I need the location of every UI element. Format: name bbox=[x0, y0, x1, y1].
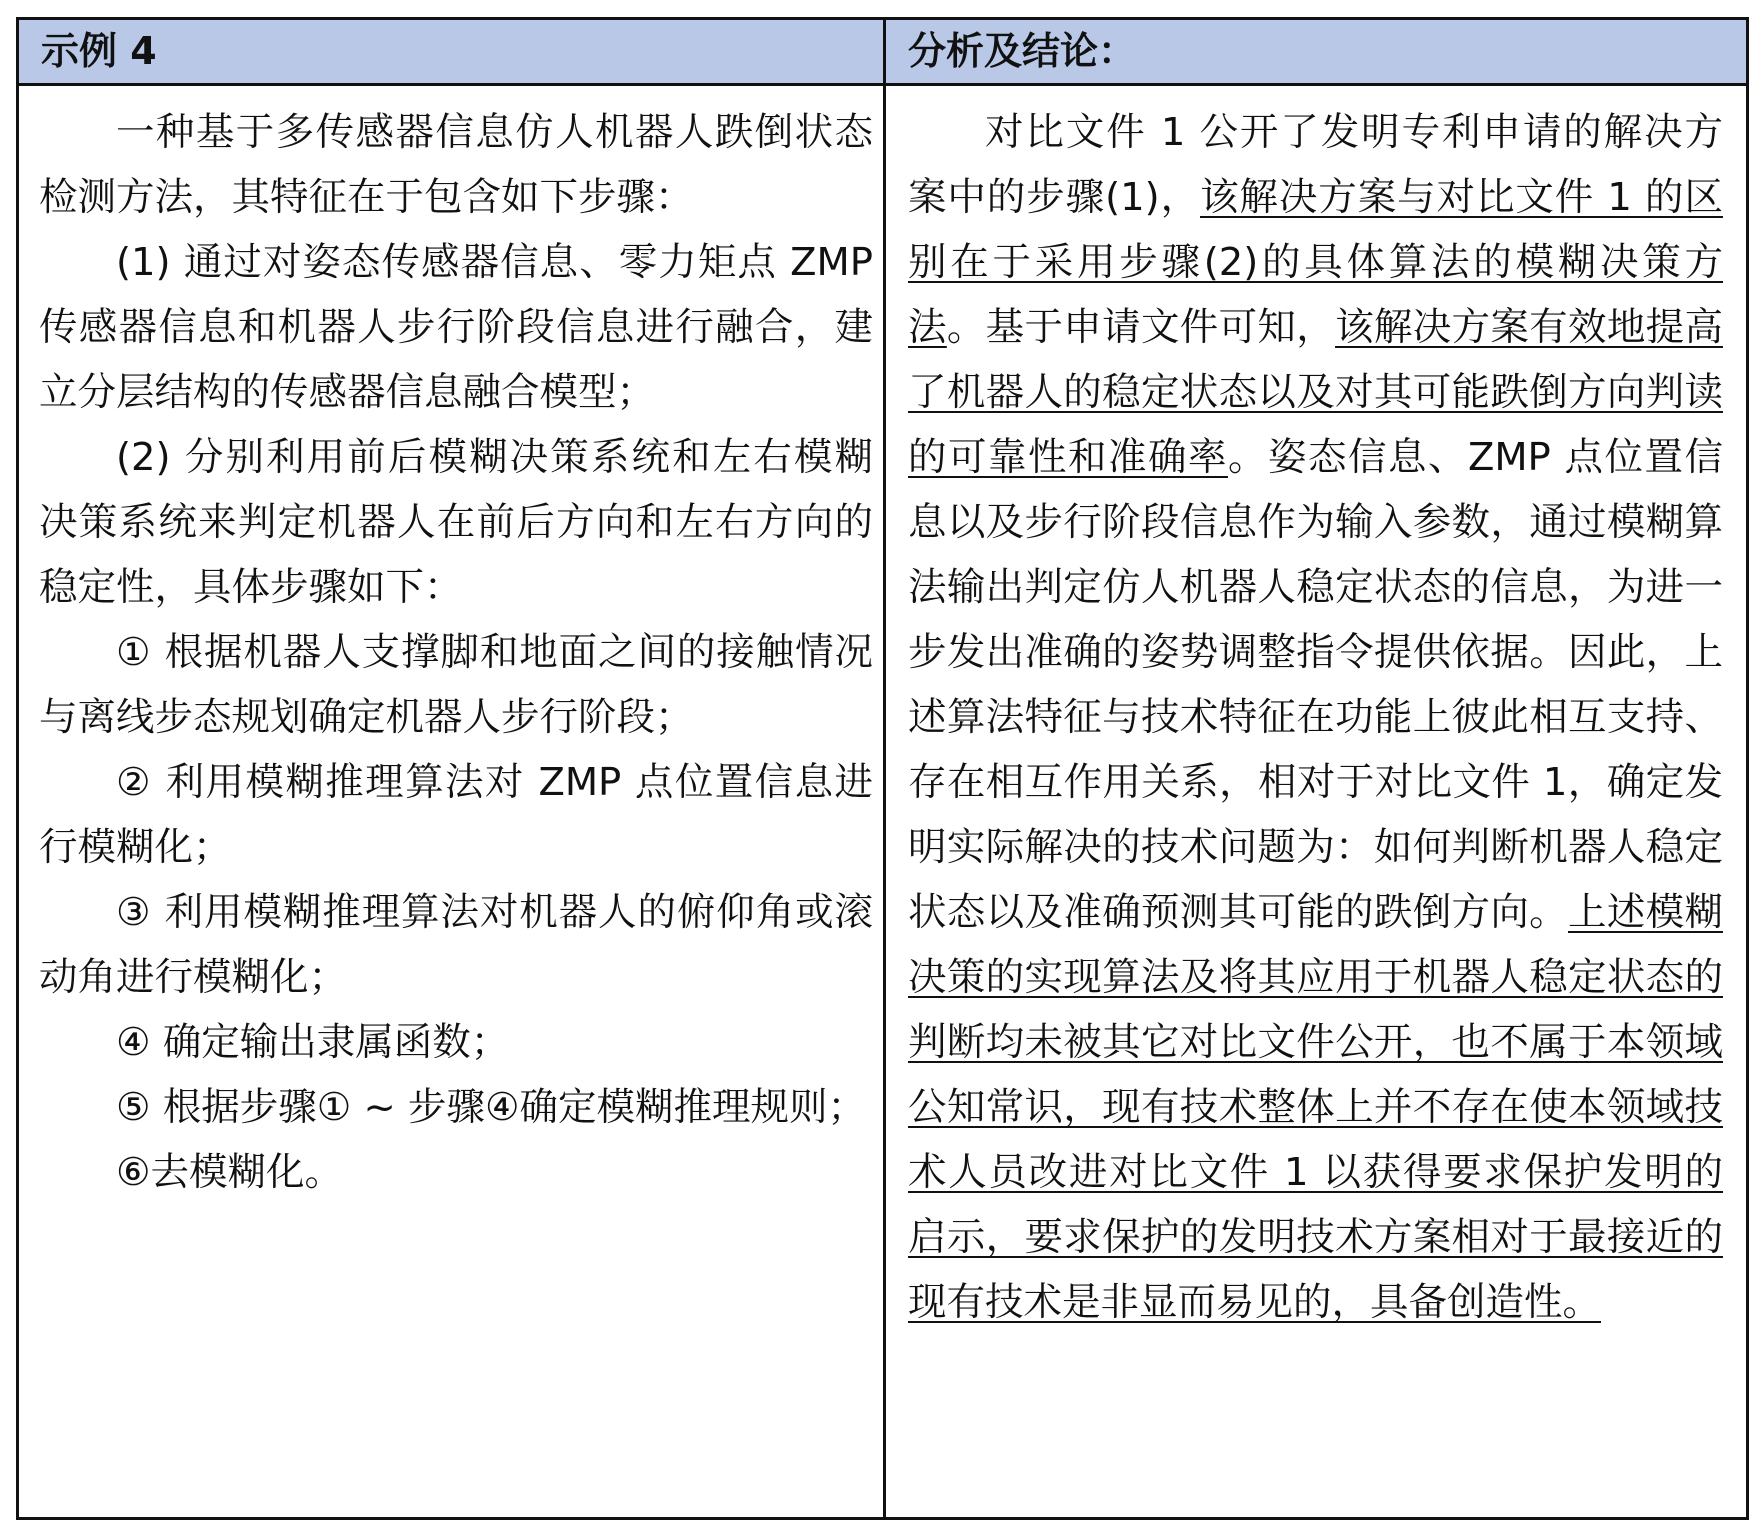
analysis-text: 。姿态信息、ZMP 点位置信息以及步行阶段信息作为输入参数，通过模糊算法输出判定仿人机器人稳定状态的信息，为进一步发出准确的姿势调整指令提供依据。因此，上述算法特征与技术特征在功能上彼此相互支持、存在相互作用关系，相对于对比文件 1，确定发明实际解决的技术问题为：如何判断机器人稳定状态以及准确预测其可能的跌倒方向。 bbox=[908, 435, 1723, 935]
claim-paragraph: ① 根据机器人支撑脚和地面之间的接触情况与离线步态规划确定机器人步行阶段； bbox=[39, 630, 873, 740]
header-analysis-label: 分析及结论： bbox=[908, 29, 1137, 73]
claim-paragraph: (1) 通过对姿态传感器信息、零力矩点 ZMP 传感器信息和机器人步行阶段信息进行融合，建立分层结构的传感器信息融合模型； bbox=[39, 240, 873, 415]
claim-text-cell bbox=[39, 100, 873, 1205]
analysis-text-cell bbox=[908, 100, 1723, 1335]
analysis-text: 对比文件 1 公开了发明专利申请的解决方案中的步骤(1)， bbox=[908, 110, 1723, 220]
claim-paragraph: ② 利用模糊推理算法对 ZMP 点位置信息进行模糊化； bbox=[39, 760, 873, 870]
underlined-distinction: 该解决方案与对比文件 1 的区别在于采用步骤(2)的具体算法的模糊决策方法 bbox=[908, 175, 1723, 350]
analysis-paragraph bbox=[908, 100, 1723, 1335]
underlined-conclusion: 上述模糊决策的实现算法及将其应用于机器人稳定状态的判断均未被其它对比文件公开，也不属于本领域公知常识，现有技术整体上并不存在使本领域技术人员改进对比文件 1 以获得要求保护发明的启示，要求保护的发明技术方案相对于最接近的现有技术是非显而易见的，具备创造性。 bbox=[908, 890, 1723, 1325]
claim-paragraph: (2) 分别利用前后模糊决策系统和左右模糊决策系统来判定机器人在前后方向和左右方向的稳定性，具体步骤如下： bbox=[39, 435, 873, 610]
analysis-text: 。基于申请文件可知， bbox=[946, 305, 1336, 350]
example-table bbox=[16, 17, 1749, 1520]
claim-paragraph: 一种基于多传感器信息仿人机器人跌倒状态检测方法，其特征在于包含如下步骤： bbox=[39, 110, 873, 220]
claim-paragraph: ⑤ 根据步骤① ~ 步骤④确定模糊推理规则； bbox=[116, 1085, 867, 1130]
claim-paragraph: ④ 确定输出隶属函数； bbox=[116, 1020, 510, 1065]
header-example-label: 示例 4 bbox=[41, 29, 157, 73]
claim-paragraph: ③ 利用模糊推理算法对机器人的俯仰角或滚动角进行模糊化； bbox=[39, 890, 873, 1000]
column-divider bbox=[883, 20, 886, 1517]
underlined-effect: 该解决方案有效地提高了机器人的稳定状态以及对其可能跌倒方向判读的可靠性和准确率 bbox=[908, 305, 1723, 480]
claim-paragraph: ⑥去模糊化。 bbox=[116, 1150, 344, 1195]
